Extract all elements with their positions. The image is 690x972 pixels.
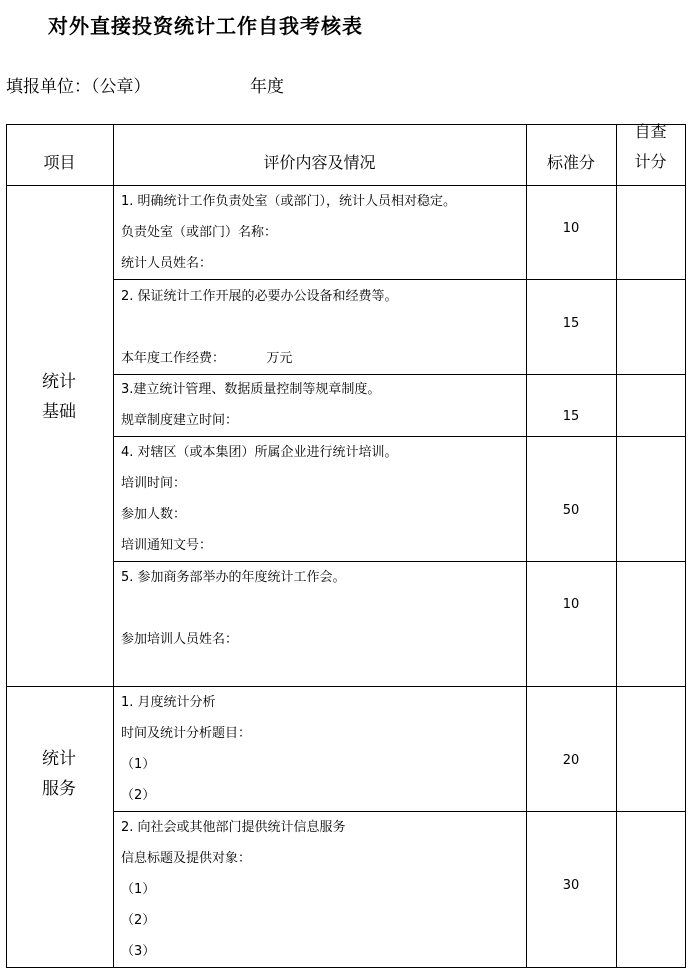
row-content-line: 1. 月度统计分析 xyxy=(121,695,216,710)
header-self-check xyxy=(616,120,685,174)
row-score: 30 xyxy=(562,878,580,893)
row-content-line: 培训时间： xyxy=(121,476,187,491)
year-label: 年度 xyxy=(250,77,284,97)
category-line: 统计 xyxy=(42,372,76,392)
row-content-line: （2） xyxy=(121,913,156,928)
category-line: 基础 xyxy=(42,402,76,422)
category-statistics-service xyxy=(6,744,112,804)
header-self-check-line1: 自查 xyxy=(634,122,667,141)
header-content: 评价内容及情况 xyxy=(263,153,376,172)
fill-unit-label: 填报单位：（公章） xyxy=(6,77,151,97)
row-score: 15 xyxy=(562,316,580,331)
row-score: 50 xyxy=(562,503,580,518)
row-content-line: 负责处室（或部门）名称： xyxy=(121,225,278,240)
row-content-line: 参加培训人员姓名： xyxy=(121,632,239,647)
row-content-line: （1） xyxy=(121,882,156,897)
row-content-line: 参加人数： xyxy=(121,507,187,522)
row-content-line: 5. 参加商务部举办的年度统计工作会。 xyxy=(121,570,346,585)
row-content-line: 3.建立统计管理、数据质量控制等规章制度。 xyxy=(121,382,381,397)
row-content-line: （2） xyxy=(121,788,156,803)
document-title: 对外直接投资统计工作自我考核表 xyxy=(48,14,363,38)
category-line: 统计 xyxy=(42,749,76,769)
row-content-line: 2. 向社会或其他部门提供统计信息服务 xyxy=(121,820,346,835)
row-content-line: 时间及统计分析题目： xyxy=(121,726,252,741)
row-content-line: 2. 保证统计工作开展的必要办公设备和经费等。 xyxy=(121,289,398,304)
header-self-check-line2: 计分 xyxy=(634,152,667,171)
row-score: 10 xyxy=(562,221,580,236)
row-content-line: 本年度工作经费： 万元 xyxy=(121,351,293,366)
row-score: 10 xyxy=(562,597,580,612)
row-content-line: 信息标题及提供对象： xyxy=(121,851,252,866)
row-content-line: 4. 对辖区（或本集团）所属企业进行统计培训。 xyxy=(121,445,398,460)
row-score: 20 xyxy=(562,753,580,768)
row-content-line: 统计人员姓名： xyxy=(121,256,213,271)
header-item: 项目 xyxy=(43,153,76,172)
row-content-line: （1） xyxy=(121,757,156,772)
row-content-line: 规章制度建立时间： xyxy=(121,413,239,428)
category-line: 服务 xyxy=(42,779,76,799)
row-content-line: 培训通知文号： xyxy=(121,538,213,553)
row-score: 15 xyxy=(562,409,580,424)
header-standard-score: 标准分 xyxy=(546,153,595,172)
category-statistics-foundation xyxy=(6,367,112,427)
row-content-line: 1. 明确统计工作负责处室（或部门），统计人员相对稳定。 xyxy=(121,194,457,209)
row-content-line: （3） xyxy=(121,944,156,959)
